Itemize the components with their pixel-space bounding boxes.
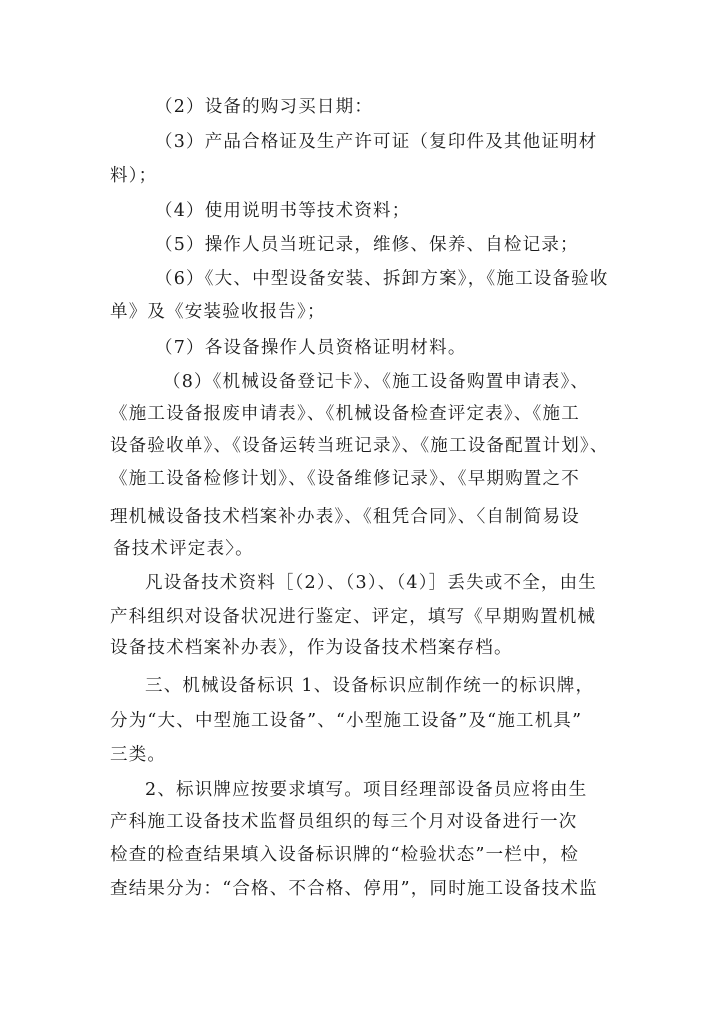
text-line: 理机械设备技术档案补办表》、《租凭合同》、〈自制简易设 <box>110 507 580 527</box>
text-line: 2、标识牌应按要求填写。项目经理部设备员应将由生 <box>145 780 588 800</box>
text-line: 检查的检查结果填入设备标识牌的“检验状态”一栏中，检 <box>110 845 580 865</box>
text-line: （8）《机械设备登记卡》、《施工设备购置申请表》、 <box>163 372 590 392</box>
text-line: 《施工设备检修计划》、《设备维修记录》、《早期购置之不 <box>110 469 580 489</box>
text-line: 凡设备技术资料［（2）、（3）、（4）］丢失或不全，由生 <box>145 573 598 593</box>
text-line: （4）使用说明书等技术资料； <box>155 201 411 221</box>
text-line: 《施工设备报废申请表》、《机械设备检查评定表》、《施工 <box>110 404 580 424</box>
text-line: 料）； <box>110 166 158 186</box>
text-line: （7）各设备操作人员资格证明材料。 <box>155 338 467 358</box>
text-line: 设备技术档案补办表》，作为设备技术档案存档。 <box>110 638 513 658</box>
text-line: （5）操作人员当班记录，维修、保养、自检记录； <box>155 235 579 255</box>
text-line: 备技术评定表〉。 <box>113 539 254 559</box>
text-line: 产科组织对设备状况进行鉴定、评定，填写《早期购置机械 <box>110 607 597 627</box>
text-line: 设备验收单》、《设备运转当班记录》、《施工设备配置计划》、 <box>110 436 609 456</box>
text-line: 三类。 <box>110 745 167 765</box>
text-line: （2）设备的购习买日期： <box>155 97 374 117</box>
section-heading-line: 三、机械设备标识 1、设备标识应制作统一的标识牌， <box>145 676 595 696</box>
text-line: 分为“大、中型施工设备”、“小型施工设备”及“施工机具” <box>110 711 583 731</box>
text-line: （3）产品合格证及生产许可证（复印件及其他证明材 <box>155 132 598 152</box>
text-line: 单》及《安装验收报告》； <box>110 302 326 322</box>
text-line: 查结果分为：“合格、不合格、停用”，同时施工设备技术监 <box>110 879 598 899</box>
text-line: （6）《大、中型设备安装、拆卸方案》，《施工设备验收 <box>155 269 609 289</box>
text-line: 产科施工设备技术监督员组织的每三个月对设备进行一次 <box>110 812 578 832</box>
